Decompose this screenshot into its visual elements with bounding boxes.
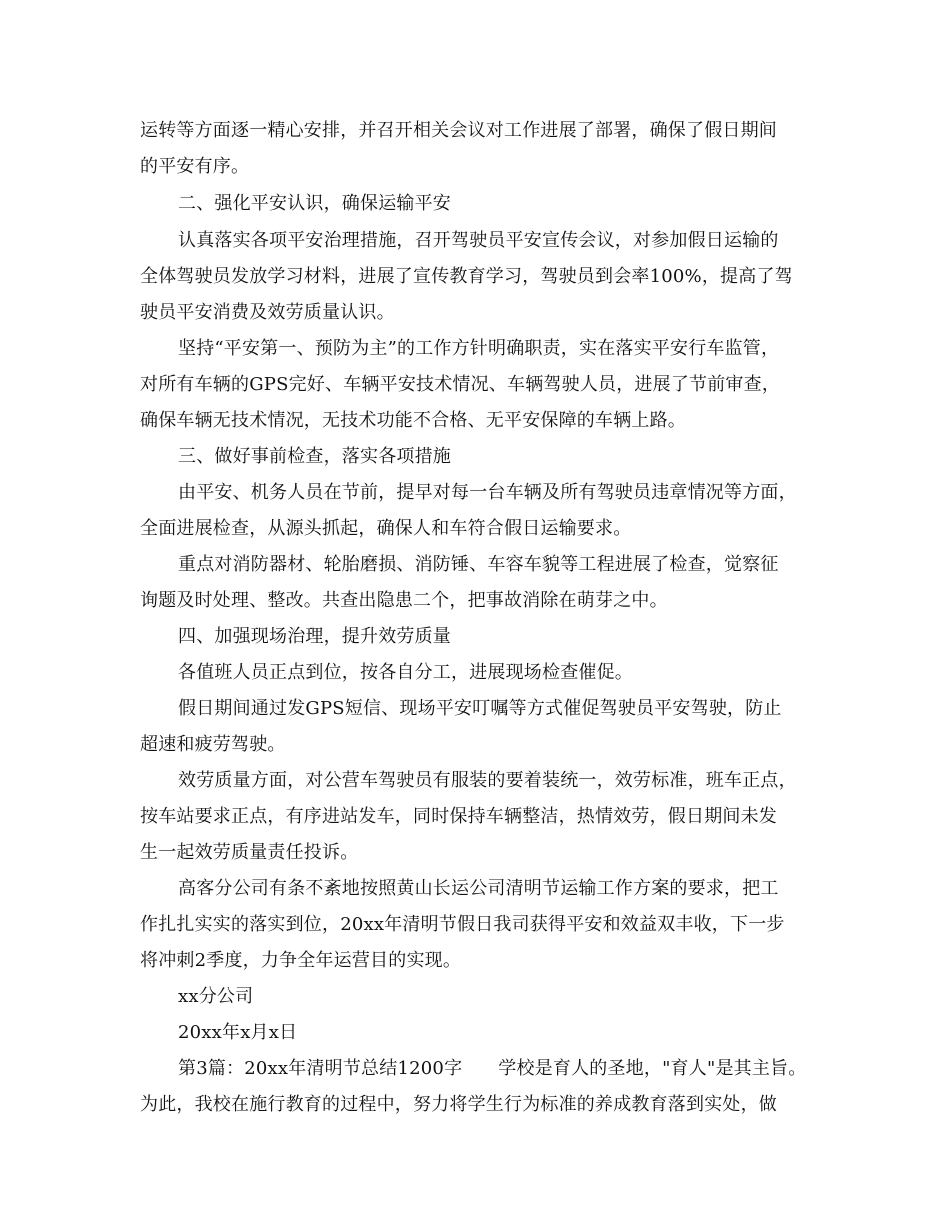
text-line: 作扎扎实实的落实到位，20xx年清明节假日我司获得平安和效益双丰收，下一步 [140, 914, 785, 935]
signature-date: 20xx年x月x日 [178, 1022, 298, 1043]
text-line: 按车站要求正点，有序进站发车，同时保持车辆整洁，热情效劳，假日期间未发 [140, 806, 777, 827]
signature-company: xx分公司 [178, 986, 254, 1007]
text-line: 高客分公司有条不紊地按照黄山长运公司清明节运输工作方案的要求，把工 [178, 878, 779, 899]
text-line: 全体驾驶员发放学习材料，进展了宣传教育学习，驾驶员到会率100%，提高了驾 [140, 266, 793, 287]
text-line: 的平安有序。 [140, 156, 250, 177]
article-title: 第3篇：20xx年清明节总结1200字 [178, 1058, 463, 1079]
text-line: 对所有车辆的GPS完好、车辆平安技术情况、车辆驾驶人员，进展了节前审查， [140, 374, 781, 395]
text-line: 重点对消防器材、轮胎磨损、消防锤、车容车貌等工程进展了检查，觉察征 [178, 554, 779, 575]
article-header-line [178, 1056, 806, 1082]
section-heading: 四、加强现场治理，提升效劳质量 [178, 626, 451, 647]
text-line: 认真落实各项平安治理措施，召开驾驶员平安宣传会议，对参加假日运输的 [178, 230, 779, 251]
text-line: 由平安、机务人员在节前，提早对每一台车辆及所有驾驶员违章情况等方面， [178, 482, 797, 503]
text-line: 生一起效劳质量责任投诉。 [140, 842, 359, 863]
text-line: 为此，我校在施行教育的过程中，努力将学生行为标准的养成教育落到实处，做 [140, 1094, 777, 1115]
text-line: 各值班人员正点到位，按各自分工，进展现场检查催促。 [178, 662, 633, 683]
text-line: 效劳质量方面，对公营车驾驶员有服装的要着装统一，效劳标准，班车正点， [178, 770, 797, 791]
text-line: 运转等方面逐一精心安排，并召开相关会议对工作进展了部署，确保了假日期间 [140, 120, 777, 141]
text-line: 坚持“平安第一、预防为主”的工作方针明确职责，实在落实平安行车监管， [178, 338, 780, 359]
text-line: 假日期间通过发GPS短信、现场平安叮嘱等方式催促驾驶员平安驾驶，防止 [178, 698, 782, 719]
text-line: 驶员平安消费及效劳质量认识。 [140, 302, 395, 323]
section-heading: 三、做好事前检查，落实各项措施 [178, 446, 451, 467]
text-line: 全面进展检查，从源头抓起，确保人和车符合假日运输要求。 [140, 518, 632, 539]
text-line: 超速和疲劳驾驶。 [140, 734, 286, 755]
text-line: 询题及时处理、整改。共查出隐患二个，把事故消除在萌芽之中。 [140, 590, 668, 611]
text-line: 确保车辆无技术情况，无技术功能不合格、无平安保障的车辆上路。 [140, 410, 686, 431]
section-heading: 二、强化平安认识，确保运输平安 [178, 193, 451, 214]
text-line: 将冲刺2季度，力争全年运营目的实现。 [140, 950, 462, 971]
article-intro: 学校是育人的圣地，"育人"是其主旨。 [498, 1058, 807, 1079]
